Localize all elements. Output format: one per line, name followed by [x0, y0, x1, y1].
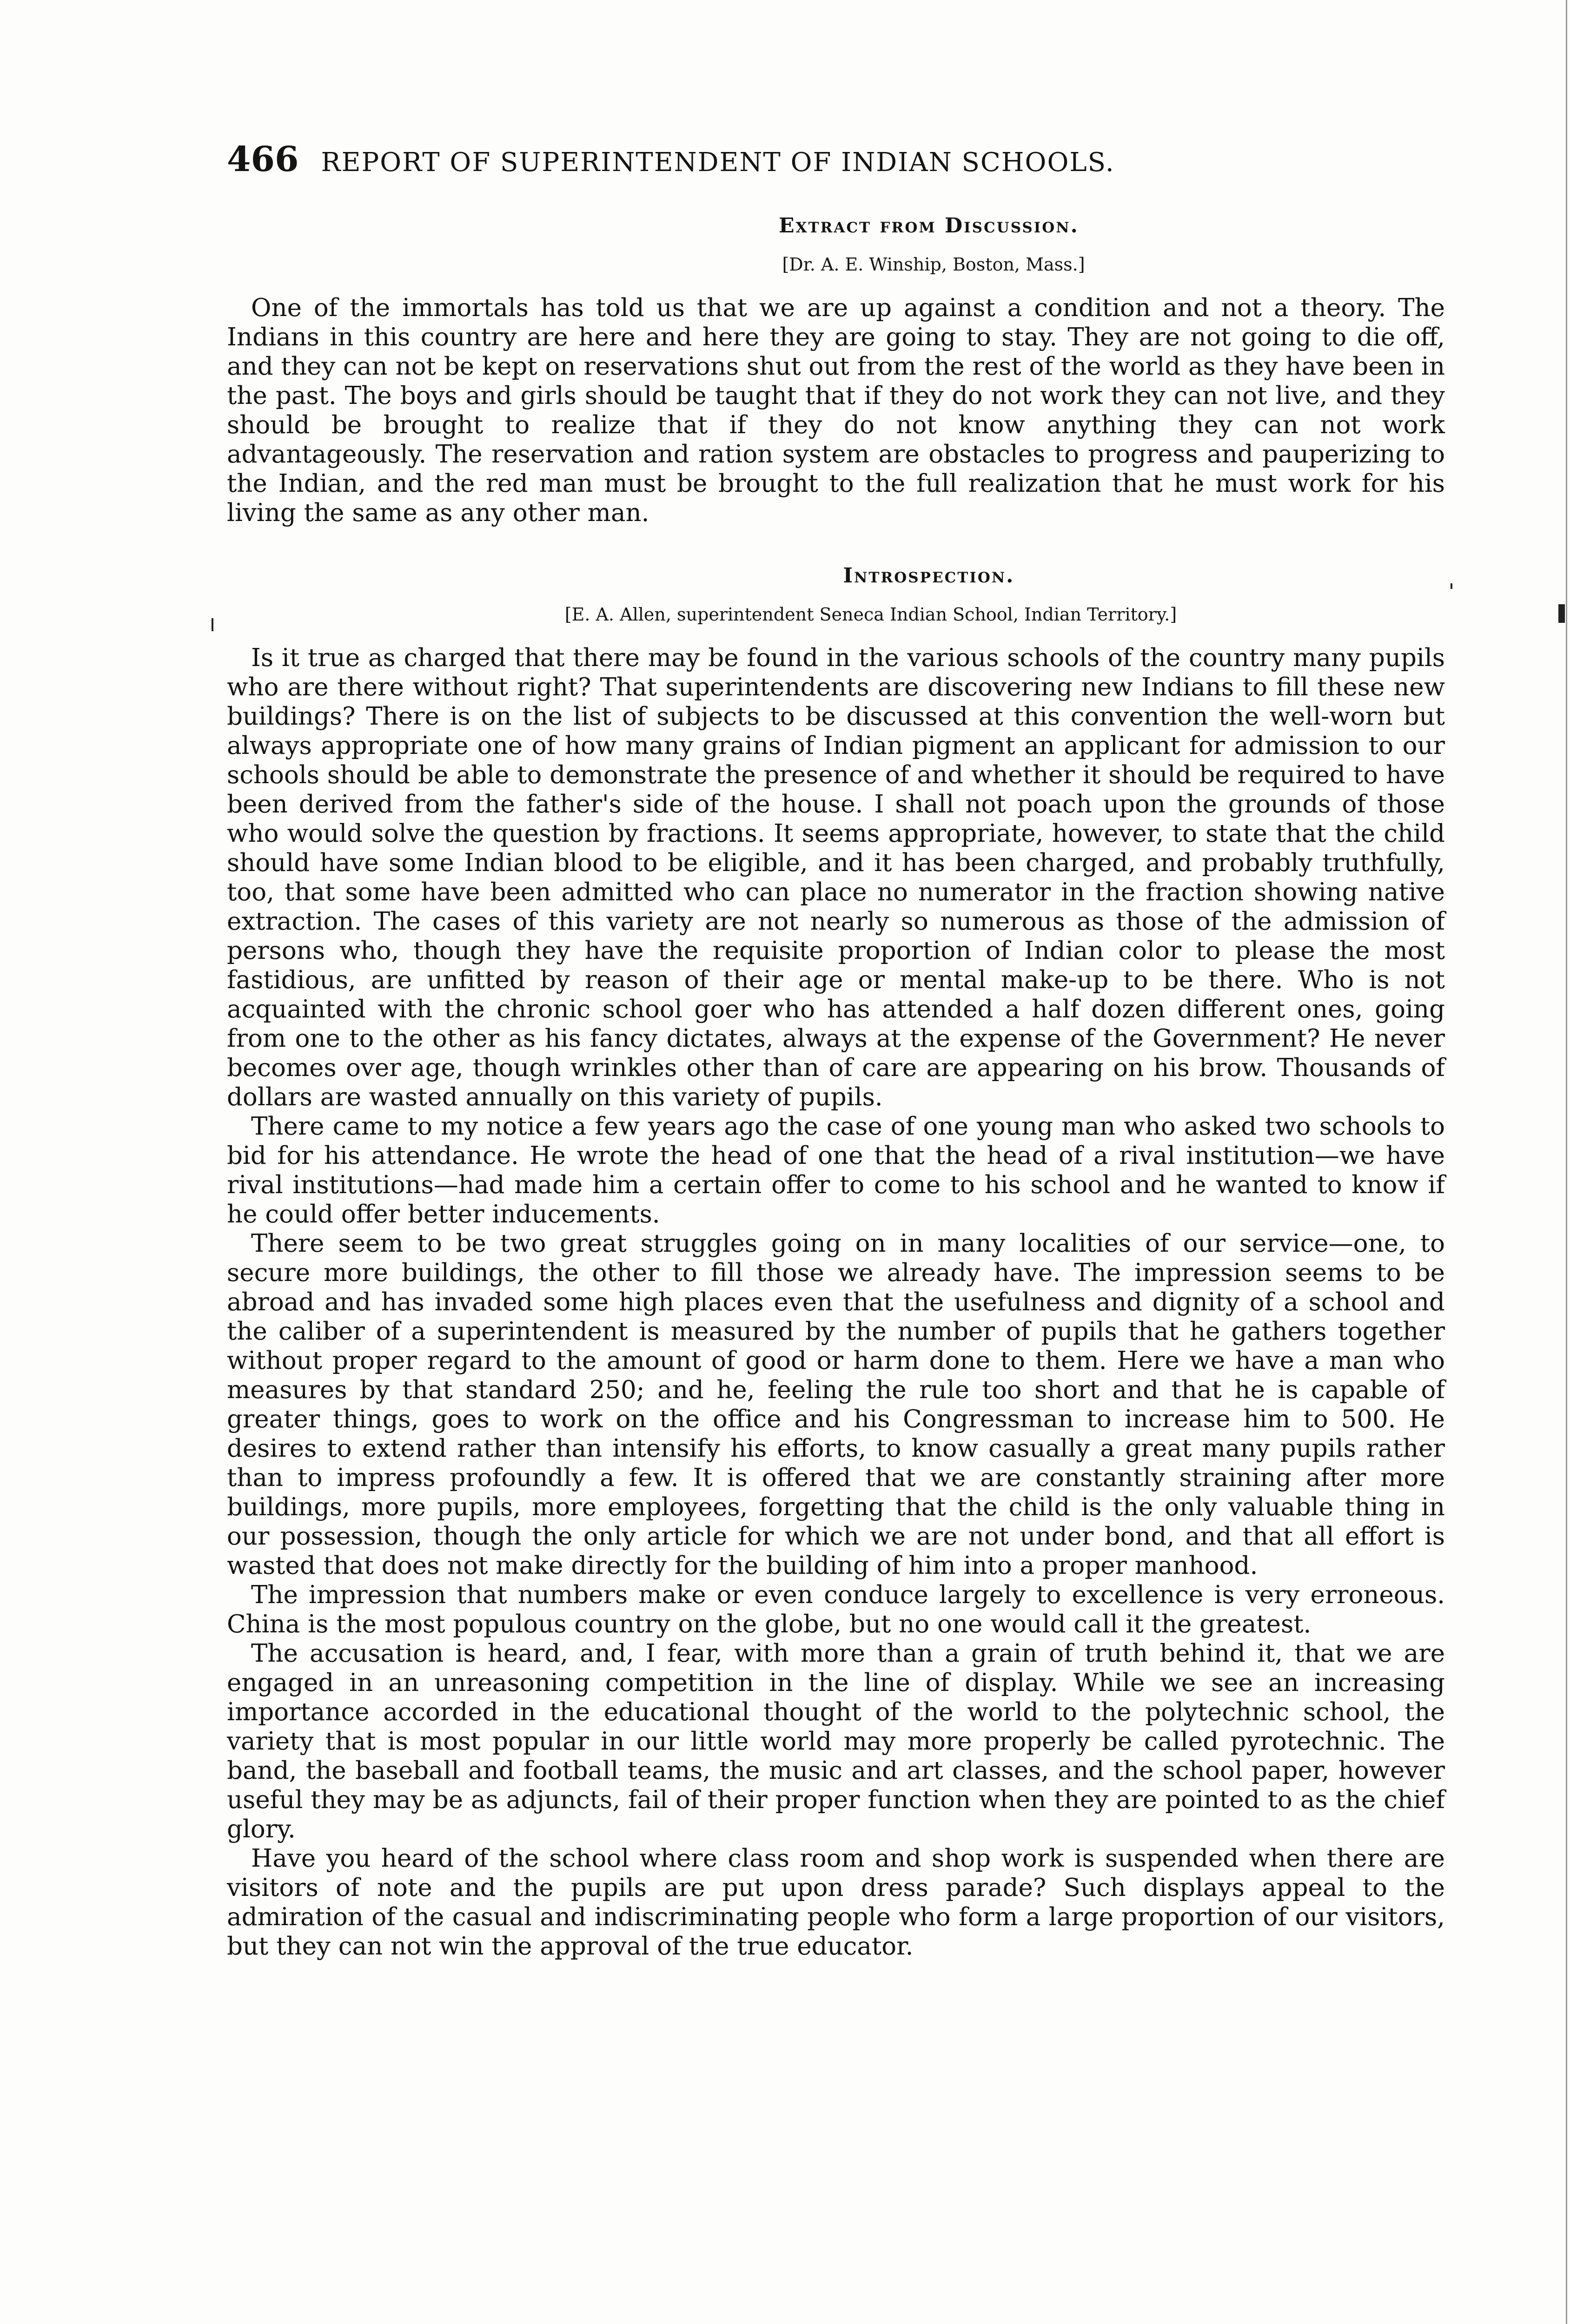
paragraph: Have you heard of the school where class room and shop work is suspended when there are visitors of note and the pupils are put upon dress parade? Such displays appeal to the admiration of the casual and indiscriminating people who form a large proportion of our visitors, but they can not win the approval of the true educator. [227, 1844, 1445, 1961]
section-gap [227, 528, 1445, 564]
scan-speck [1558, 604, 1565, 623]
paragraph: One of the immortals has told us that we are up against a condition and not a theory. The Indians in this country are here and here they are going to stay. They are not going to die off, and they can not be kept on reservations shut out from the rest of the world as they have been in the past. The boys and girls should be taught that if they do not work they can not live, and they should be brought to realize that if they do not know anything they can not work advantageously. The reservation and ration system are obstacles to progress and pauperizing to the Indian, and the red man must be brought to the full realization that he must work for his living the same as any other man. [227, 294, 1445, 527]
paragraph: The impression that numbers make or even conduce largely to excellence is very erroneous. China is the most populous country on the globe, but no one would call it the greatest. [227, 1581, 1445, 1638]
paragraph: Is it true as charged that there may be found in the various schools of the country many pupils who are there without right? That superintendents are discovering new Indians to fill these new buildings? There is on the list of subjects to be discussed at this convention the well-worn but always appropriate one of how many grains of Indian pigment an applicant for admission to our schools should be able to demonstrate the presence of and whether it should be required to have been derived from the father's side of the house. I shall not poach upon the grounds of those who would solve the question by fractions. It seems appropriate, however, to state that the child should have some Indian blood to be eligible, and it has been charged, and probably truthfully, too, that some have been admitted who can place no numerator in the fraction showing native extraction. The cases of this variety are not nearly so numerous as those of the admission of persons who, though they have the requisite proportion of Indian color to please the most fastidious, are unfitted by reason of their age or mental make-up to be there. Who is not acquainted with the chronic school goer who has attended a half dozen different ones, going from one to the other as his fancy dictates, always at the expense of the Government? He never becomes over age, though wrinkles other than of care are appearing on his brow. Thousands of dollars are wasted annually on this variety of pupils. [227, 644, 1445, 1111]
section-title-introspection: Introspection. [843, 564, 1015, 588]
byline-allen: [E. A. Allen, superintendent Seneca Indian School, Indian Territory.] [564, 604, 1177, 625]
paragraph: There seem to be two great struggles going on in many localities of our service—one, to secure more buildings, the other to fill those we already have. The impression seems to be abroad and has invaded some high places even that the usefulness and dignity of a school and the caliber of a superintendent is measured by the number of pupils that he gathers together without proper regard to the amount of good or harm done to them. Here we have a man who measures by that standard 250; and he, feeling the rule too short and that he is capable of greater things, goes to work on the office and his Congressman to increase him to 500. He desires to extend rather than intensify his efforts, to know casually a great many pupils rather than to impress profoundly a few. It is offered that we are constantly straining after more buildings, more pupils, more employees, forgetting that the child is the only valuable thing in our possession, though the only article for which we are not under bond, and that all effort is wasted that does not make directly for the building of him into a proper manhood. [227, 1229, 1445, 1580]
text-column [227, 214, 1445, 1961]
page-number: 466 [227, 139, 299, 179]
running-head [227, 139, 1445, 191]
byline-winship: [Dr. A. E. Winship, Boston, Mass.] [782, 254, 1085, 275]
scan-speck [212, 618, 213, 631]
paragraph: The accusation is heard, and, I fear, with more than a grain of truth behind it, that we are engaged in an unreasoning competition in the line of display. While we see an increasing importance accorded in the educational thought of the world to the polytechnic school, the variety that is most popular in our little world may more properly be called pyrotechnic. The band, the baseball and football teams, the music and art classes, and the school paper, however useful they may be as adjuncts, fail of their proper function when they are pointed to as the chief glory. [227, 1639, 1445, 1843]
section-title-extract: Extract from Discussion. [779, 214, 1079, 238]
scan-edge [1566, 0, 1567, 2324]
scan-speck [1451, 583, 1452, 589]
report-title: REPORT OF SUPERINTENDENT OF INDIAN SCHOOLS. [321, 147, 1115, 178]
paragraph: There came to my notice a few years ago the case of one young man who asked two schools to bid for his attendance. He wrote the head of one that the head of a rival institution—we have rival institutions—had made him a certain offer to come to his school and he wanted to know if he could offer better inducements. [227, 1112, 1445, 1228]
